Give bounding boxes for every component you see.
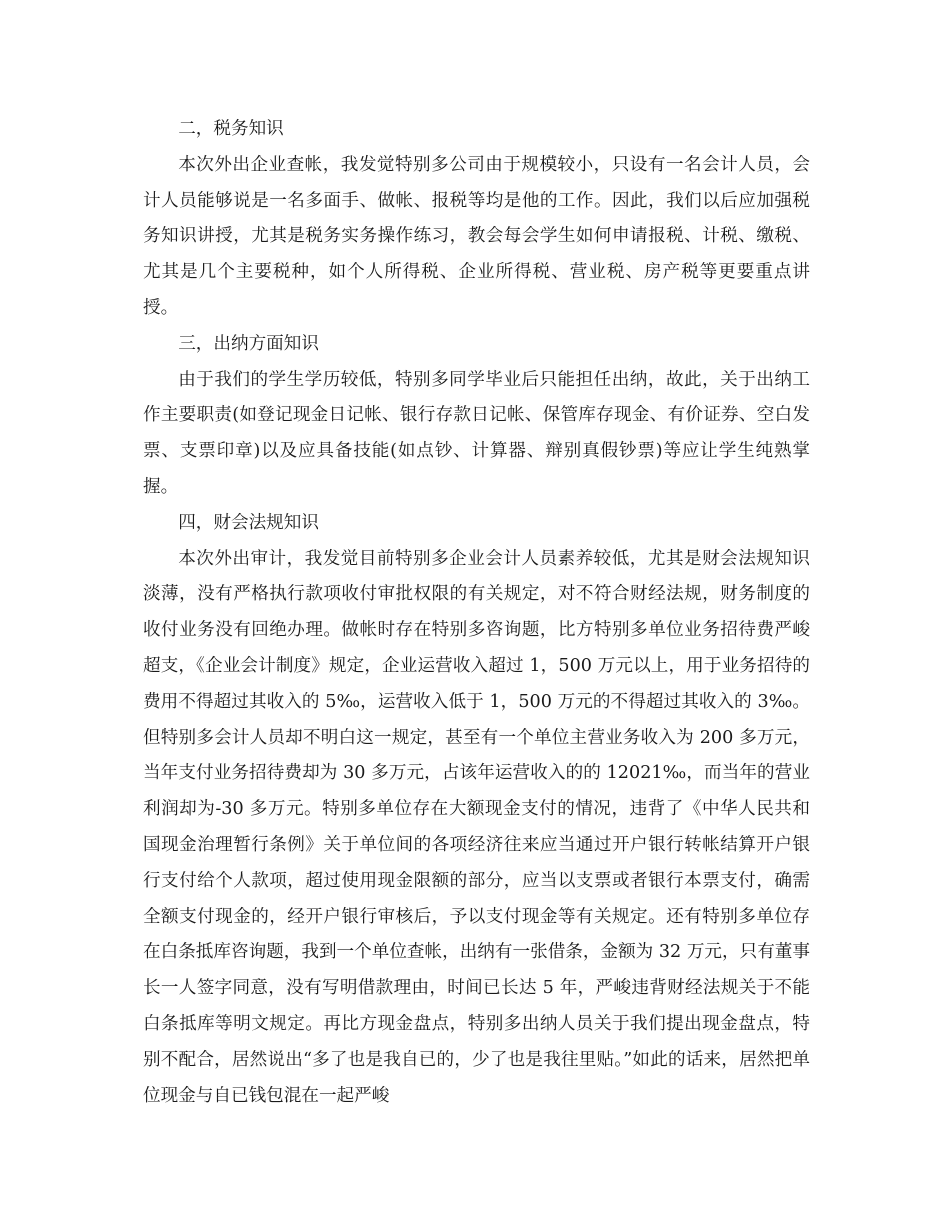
paragraph-cashier-knowledge: 由于我们的学生学历较低，特别多同学毕业后只能担任出纳，故此，关于出纳工作主要职责(如登记现金日记帐、银行存款日记帐、保管库存现金、有价证券、空白发票、支票印章)以及应具备技能(如点钞、计算器、辩别真假钞票)等应让学生纯熟掌握。	[143, 369, 810, 497]
document-body	[143, 112, 810, 1114]
paragraph-accounting-regulations: 本次外出审计，我发觉目前特别多企业会计人员素养较低，尤其是财会法规知识淡薄，没有严格执行款项收付审批权限的有关规定，对不符合财经法规，财务制度的收付业务没有回绝办理。做帐时存在特别多咨询题，比方特别多单位业务招待费严峻超支，《企业会计制度》规定，企业运营收入超过 1，500 万元以上，用于业务招待的费用不得超过其收入的 5‰，运营收入低于 1，500 万元的不得超过其收入的 3‰。但特别多会计人员却不明白这一规定，甚至有一个单位主营业务收入为 200 多万元，当年支付业务招待费却为 30 多万元，占该年运营收入的的 12021‰，而当年的营业利润却为-30 多万元。特别多单位存在大额现金支付的情况，违背了《中华人民共和国现金治理暂行条例》关于单位间的各项经济往来应当通过开户银行转帐结算开户银行支付给个人款项，超过使用现金限额的部分，应当以支票或者银行本票支付，确需全额支付现金的，经开户银行审核后，予以支付现金等有关规定。还有特别多单位存在白条抵库咨询题，我到一个单位查帐，出纳有一张借条，金额为 32 万元，只有董事长一人签字同意，没有写明借款理由，时间已长达 5 年，严峻违背财经法规关于不能白条抵库等明文规定。再比方现金盘点，特别多出纳人员关于我们提出现金盘点，特别不配合，居然说出“多了也是我自已的，少了也是我往里贴。”如此的话来，居然把单位现金与自已钱包混在一起严峻	[143, 548, 810, 1106]
paragraph-tax-knowledge: 本次外出企业查帐，我发觉特别多公司由于规模较小，只设有一名会计人员，会计人员能够说是一名多面手、做帐、报税等均是他的工作。因此，我们以后应加强税务知识讲授，尤其是税务实务操作练习，教会每会学生如何申请报税、计税、缴税、尤其是几个主要税种，如个人所得税、企业所得税、营业税、房产税等更要重点讲授。	[143, 154, 810, 318]
section-heading-cashier-knowledge: 三，出纳方面知识	[178, 333, 319, 354]
section-heading-accounting-regulations: 四，财会法规知识	[178, 512, 319, 533]
section-heading-tax-knowledge: 二，税务知识	[178, 119, 284, 139]
